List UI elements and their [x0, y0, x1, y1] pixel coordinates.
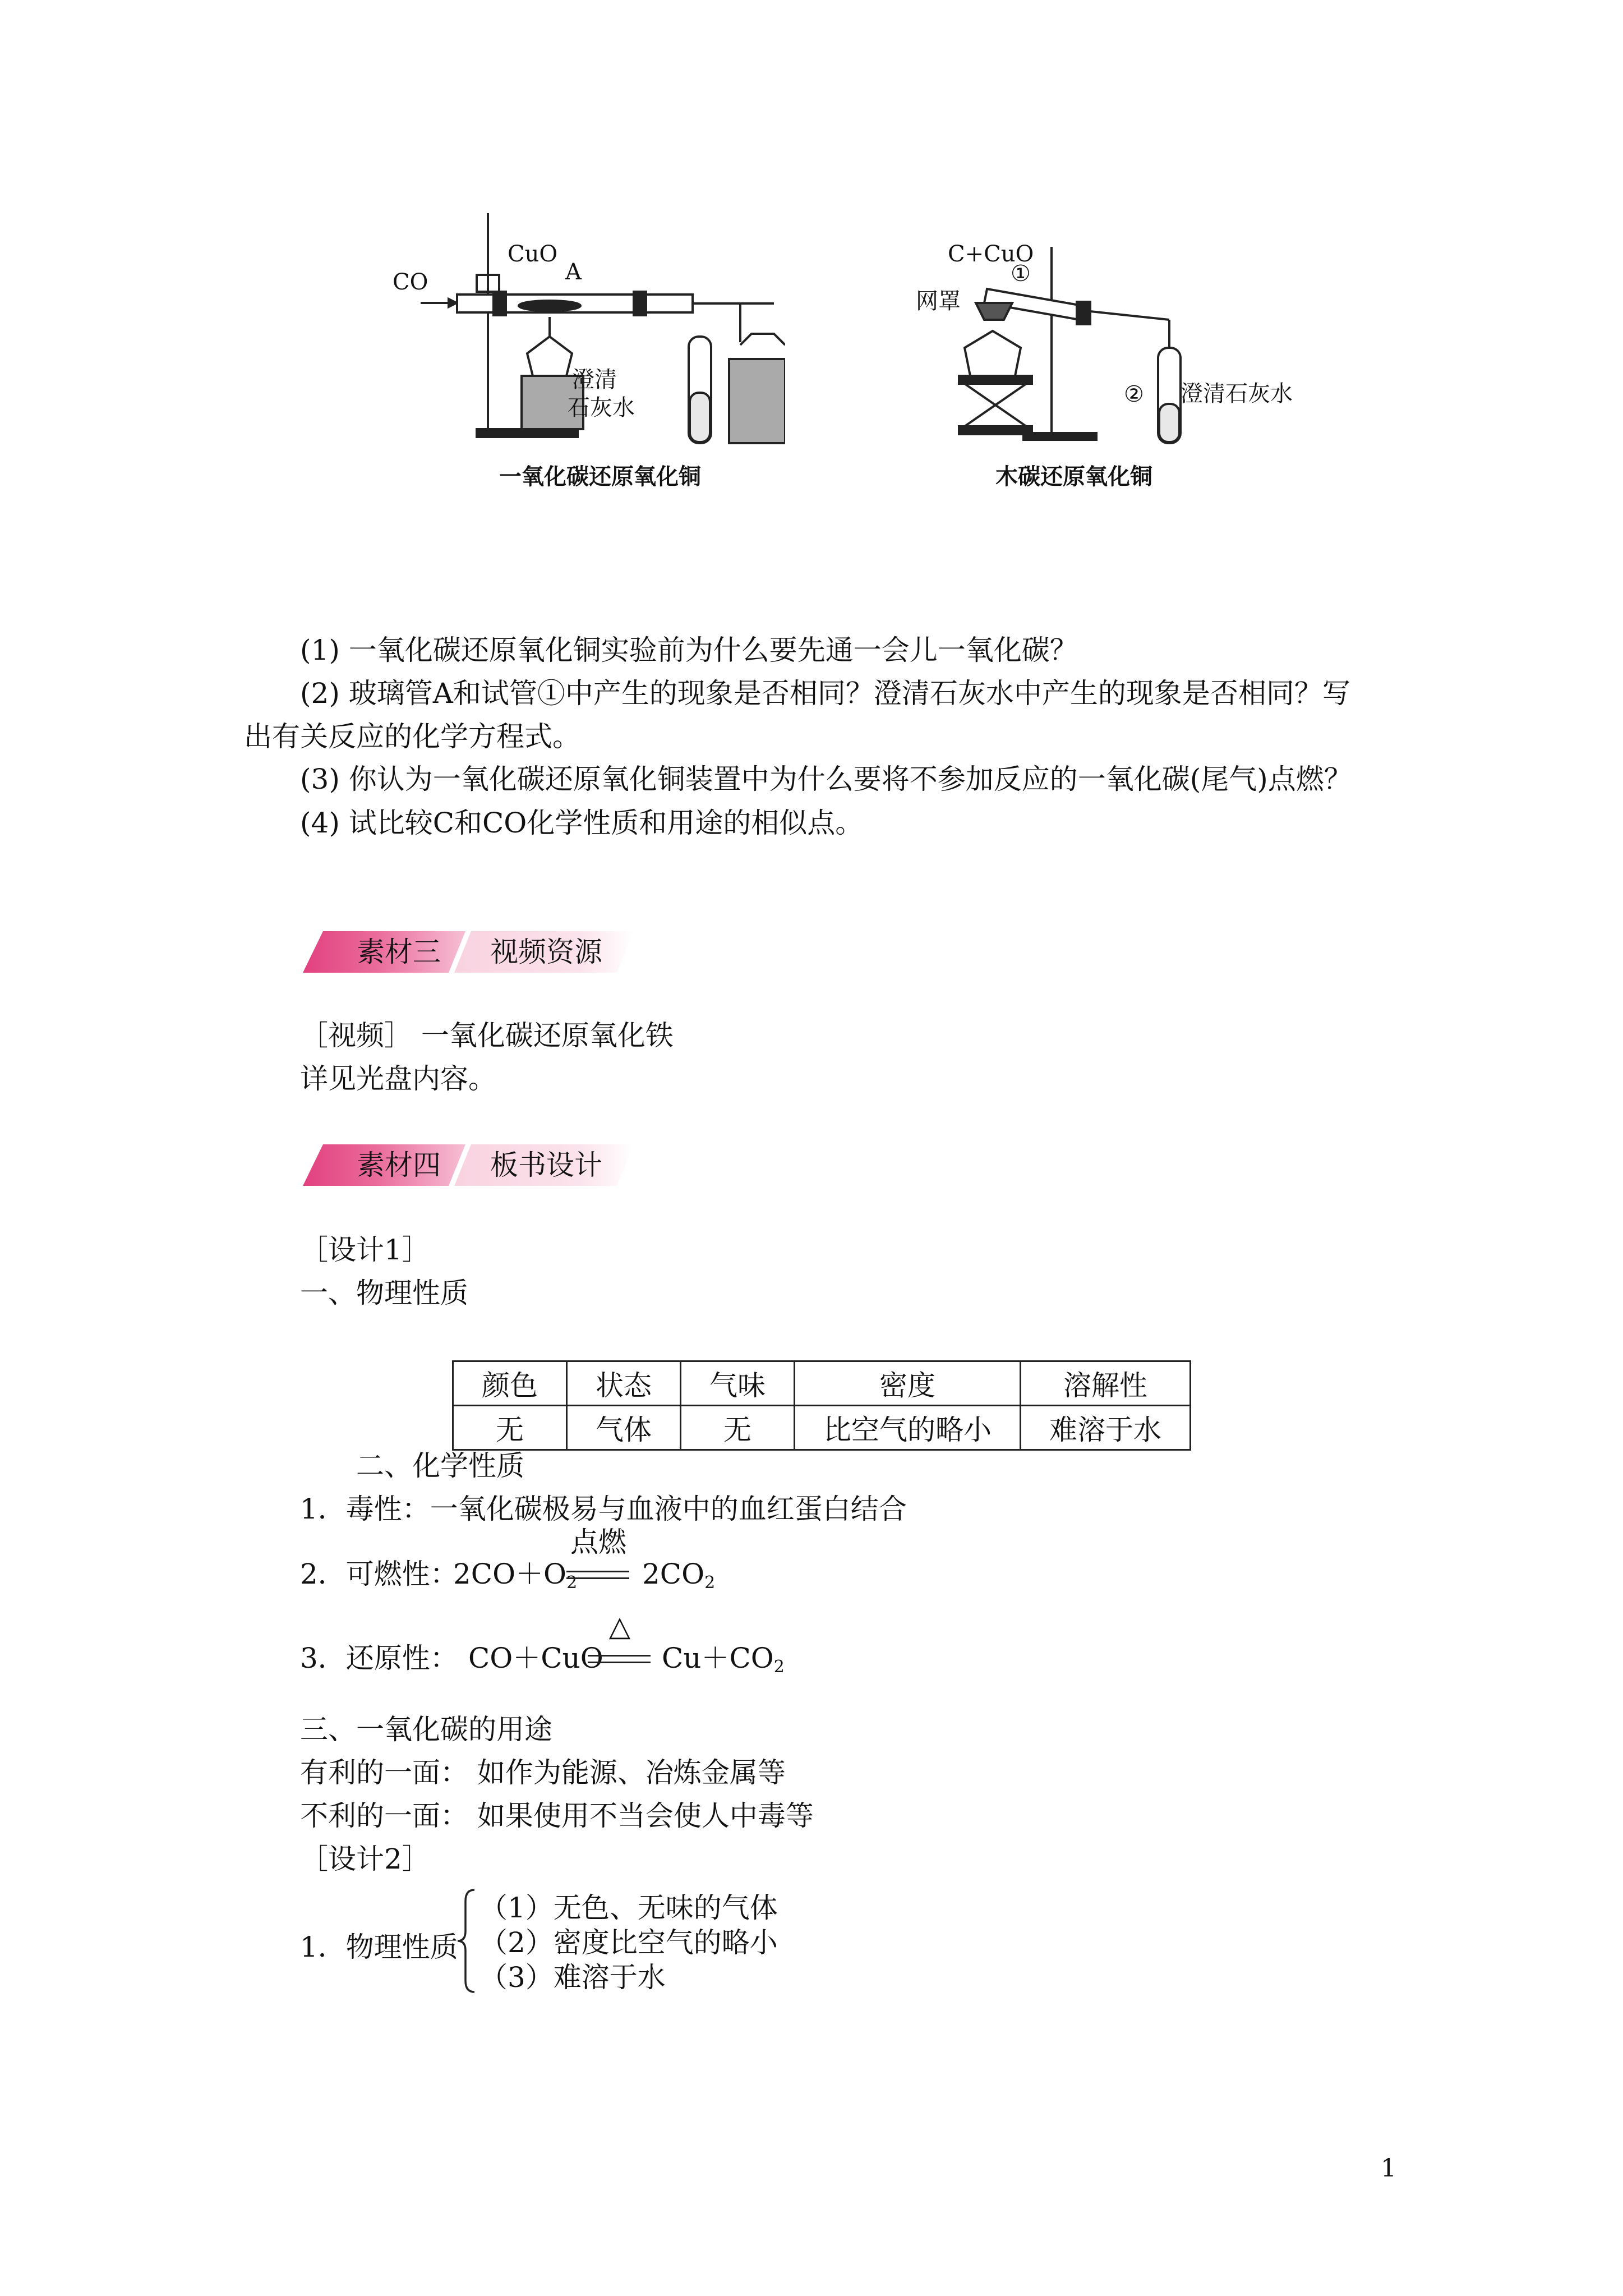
physical-properties-heading: 一、物理性质: [300, 1277, 468, 1309]
section-3-banner: [303, 931, 639, 973]
design-2-item-1: （1）无色、无味的气体: [479, 1892, 778, 1924]
header-solubility: 溶解性: [1021, 1361, 1191, 1406]
co2-subscript: 2: [704, 1573, 716, 1593]
limewater-label-right: 澄清石灰水: [1181, 381, 1293, 407]
c-cuo-label: C+CuO: [948, 241, 1034, 267]
header-odor: 气味: [681, 1361, 795, 1406]
question-4: (4) 试比较C和CO化学性质和用途的相似点。: [300, 807, 864, 839]
combustion-reactants: [453, 1557, 577, 1600]
page-number: 1: [1381, 2154, 1396, 2183]
combustion-equals-sign: [566, 1571, 629, 1579]
value-color: 无: [453, 1406, 567, 1450]
design-2-item-2: （2）密度比空气的略小: [479, 1926, 778, 1959]
curly-brace: [455, 1888, 478, 1994]
cuo-label: CuO: [508, 241, 558, 267]
reduction-equals-sign: [588, 1655, 651, 1663]
disc-detail-line: 详见光盘内容。: [300, 1062, 496, 1095]
co-label: CO: [393, 269, 428, 295]
section-4-banner: [303, 1144, 639, 1186]
uses-heading: 三、一氧化碳的用途: [300, 1713, 552, 1746]
toxicity-line: 1．毒性：一氧化碳极易与血液中的血红蛋白结合: [300, 1493, 907, 1525]
section-4-title: 板书设计: [490, 1149, 602, 1181]
left-figure-caption: 一氧化碳还原氧化铜: [499, 463, 701, 490]
question-2-continued: 出有关反应的化学方程式。: [244, 720, 580, 753]
oxygen-subscript: 2: [566, 1573, 578, 1593]
question-1: (1) 一氧化碳还原氧化铜实验前为什么要先通一会儿一氧化碳？: [300, 634, 1078, 666]
carbon-reduction-apparatus-figure: [909, 236, 1312, 449]
reduction-co2-subscript: 2: [773, 1657, 785, 1677]
combustion-label: 2．可燃性：: [300, 1558, 458, 1590]
tube-2-marker: ②: [1124, 381, 1144, 407]
table-value-row: [453, 1406, 1191, 1450]
combustion-condition: 点燃: [570, 1526, 626, 1558]
section-3-title: 视频资源: [490, 936, 602, 968]
combustion-product: [642, 1557, 715, 1600]
question-3: (3) 你认为一氧化碳还原氧化铜装置中为什么要将不参加反应的一氧化碳(尾气)点燃？: [300, 763, 1352, 795]
mesh-cover-label: 网罩: [916, 288, 961, 314]
limewater-label-line1: 澄清: [572, 367, 617, 393]
section-3-tag: 素材三: [357, 936, 441, 968]
section-4-tag: 素材四: [357, 1149, 441, 1181]
physical-properties-table: [452, 1360, 1191, 1451]
reduction-product: [662, 1641, 785, 1685]
reduction-product-text: Cu＋CO: [662, 1642, 774, 1674]
value-state: 气体: [567, 1406, 681, 1450]
design-2-item-3: （3）难溶于水: [479, 1961, 666, 1994]
question-2: (2) 玻璃管A和试管①中产生的现象是否相同？澄清石灰水中产生的现象是否相同？写: [300, 677, 1350, 710]
right-figure-caption: 木碳还原氧化铜: [995, 463, 1152, 490]
combustion-product-text: 2CO: [642, 1558, 705, 1590]
reduction-condition: △: [608, 1610, 631, 1642]
value-odor: 无: [681, 1406, 795, 1450]
reduction-label: 3．还原性：: [300, 1642, 458, 1674]
header-state: 状态: [567, 1361, 681, 1406]
table-header-row: [453, 1361, 1191, 1406]
header-color: 颜色: [453, 1361, 567, 1406]
tube-1-marker: ①: [1011, 261, 1031, 287]
harm-line: 不利的一面： 如果使用不当会使人中毒等: [300, 1800, 814, 1832]
value-density: 比空气的略小: [795, 1406, 1021, 1450]
benefit-line: 有利的一面： 如作为能源、冶炼金属等: [300, 1756, 786, 1789]
design-2-physical-label: 1．物理性质: [300, 1931, 458, 1963]
combustion-reactants-text: 2CO＋O: [453, 1558, 567, 1590]
tube-a-label: A: [565, 259, 582, 285]
video-line: ［视频］ 一氧化碳还原氧化铁: [300, 1019, 674, 1052]
header-density: 密度: [795, 1361, 1021, 1406]
chemical-properties-heading: 二、化学性质: [356, 1450, 524, 1482]
limewater-label-line2: 石灰水: [568, 395, 635, 421]
design-2-title: ［设计2］: [300, 1843, 430, 1875]
design-1-title: ［设计1］: [300, 1234, 430, 1266]
value-solubility: 难溶于水: [1021, 1406, 1191, 1450]
reduction-reactants: CO＋CuO: [468, 1642, 603, 1674]
